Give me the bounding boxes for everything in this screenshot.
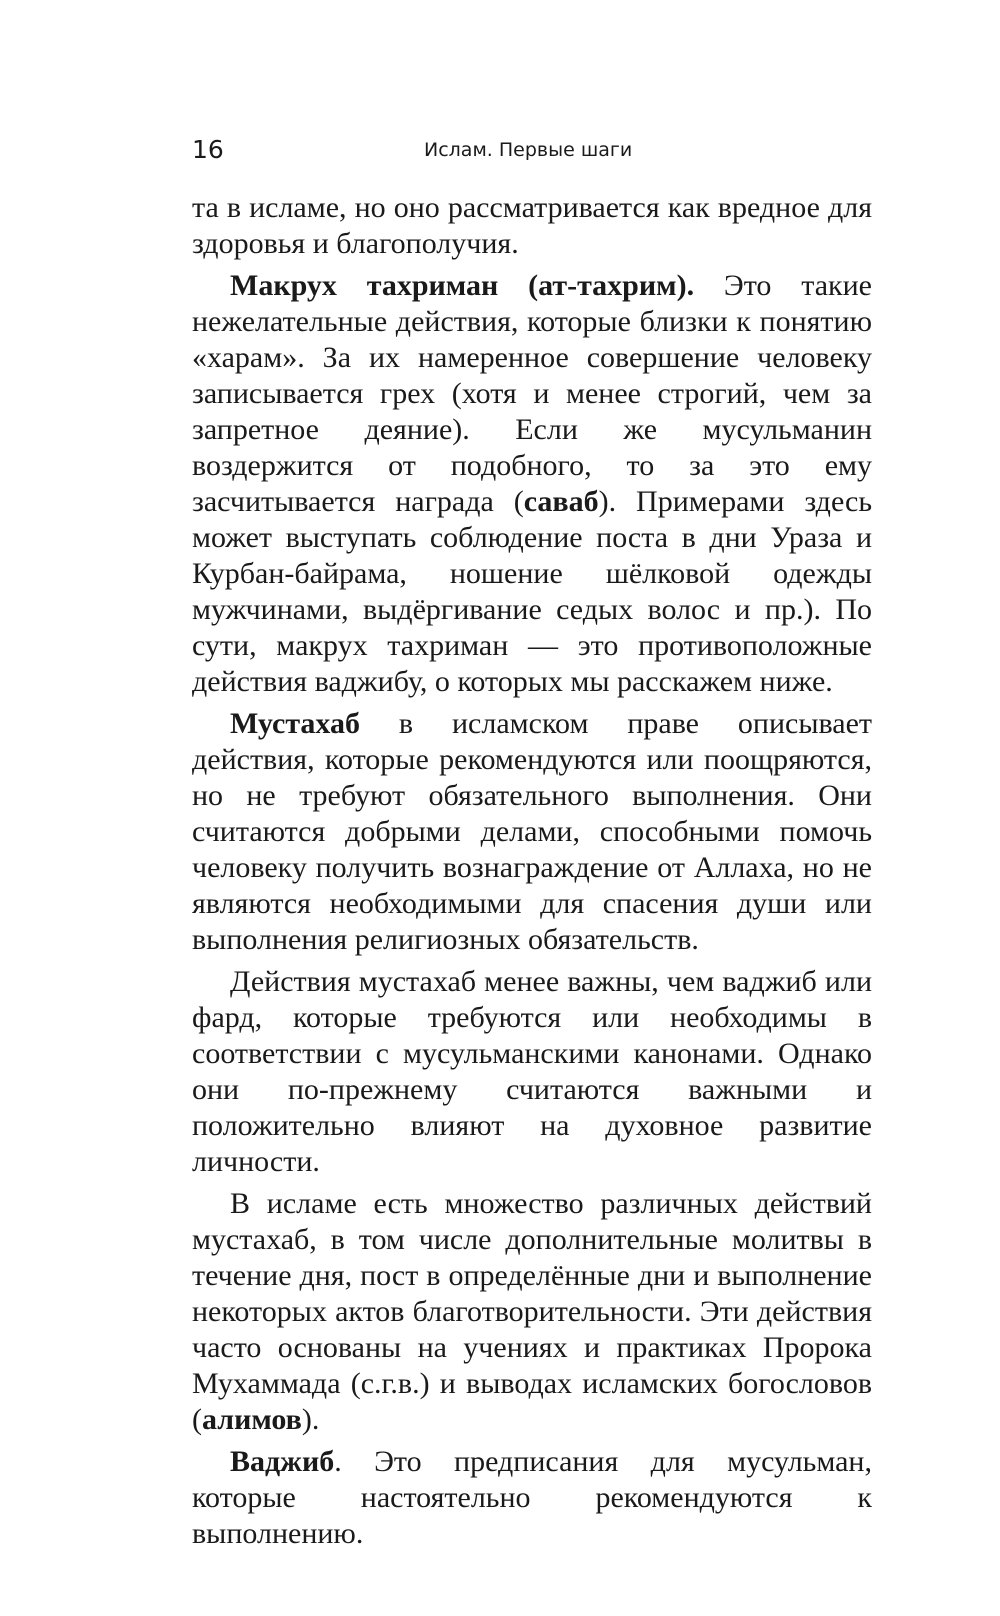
paragraph-text: Действия мустахаб менее важны, чем ваджиб или фард, которые требуются или необходимы в соответствии с мусульманскими канонами. Однако они по-прежнему считаются важными и положительно влияют на духовное развитие личности. — [192, 965, 872, 1178]
term-alimov: алимов — [202, 1403, 302, 1436]
paragraph-mustahab — [192, 706, 872, 958]
running-head — [192, 132, 872, 168]
paragraph-text: та в исламе, но оно рассматривается как вредное для здоровья и благополучия. — [192, 191, 872, 260]
paragraph-text: в исламском праве описывает действия, которые рекомендуются или поощряются, но не требуют обязательного выполнения. Они считаются добрыми делами, способными помочь человеку получить вознаграждение от Аллаха, но не являются необходимыми для спасения души или выполнения религиозных обязательств. — [192, 707, 872, 956]
paragraph-text: В исламе есть множество различных действий мустахаб, в том числе дополнительные молитвы в течение дня, пост в определённые дни и выполнение некоторых актов благотворительности. Эти действия часто основаны на учениях и практиках Пророка Мухаммада (с.г.в.) и выводах исламских богословов ( — [192, 1187, 872, 1436]
term-savab: саваб — [523, 485, 599, 518]
book-title: Ислам. Первые шаги — [424, 139, 633, 161]
paragraph-text: ). — [301, 1403, 320, 1436]
paragraph-text: ). Примерами здесь может выступать соблюдение поста в дни Ураза и Курбан-байрама, ношение шёлковой одежды мужчинами, выдёргивание седых волос и пр.). По сути, макрух тахриман — это противоположные действия ваджибу, о которых мы расскажем ниже. — [192, 485, 873, 698]
term-vadzhib: Ваджиб — [230, 1445, 335, 1478]
paragraph-mustahab-examples — [192, 1186, 872, 1438]
paragraph-makruh-tahriman — [192, 268, 872, 700]
paragraph-mustahab-importance — [192, 964, 872, 1180]
term-mustahab: Мустахаб — [230, 707, 361, 740]
paragraph-text: Это такие нежелательные действия, которые близки к понятию «харам». За их намеренное совершение человеку записывается грех (хотя и менее строгий, чем за запретное деяние). Если же мусульманин воздержится от подобного, то за это ему засчитывается награда ( — [192, 269, 872, 518]
paragraph-vadzhib — [192, 1444, 872, 1552]
term-makruh-tahriman: Макрух тахриман (ат-тахрим). — [230, 269, 695, 302]
page-number: 16 — [192, 135, 224, 164]
paragraph-text: . Это предписания для мусульман, которые настоятельно рекомендуются к выполнению. — [192, 1445, 872, 1550]
paragraph-continuation — [192, 190, 872, 262]
body-text — [192, 190, 872, 1558]
